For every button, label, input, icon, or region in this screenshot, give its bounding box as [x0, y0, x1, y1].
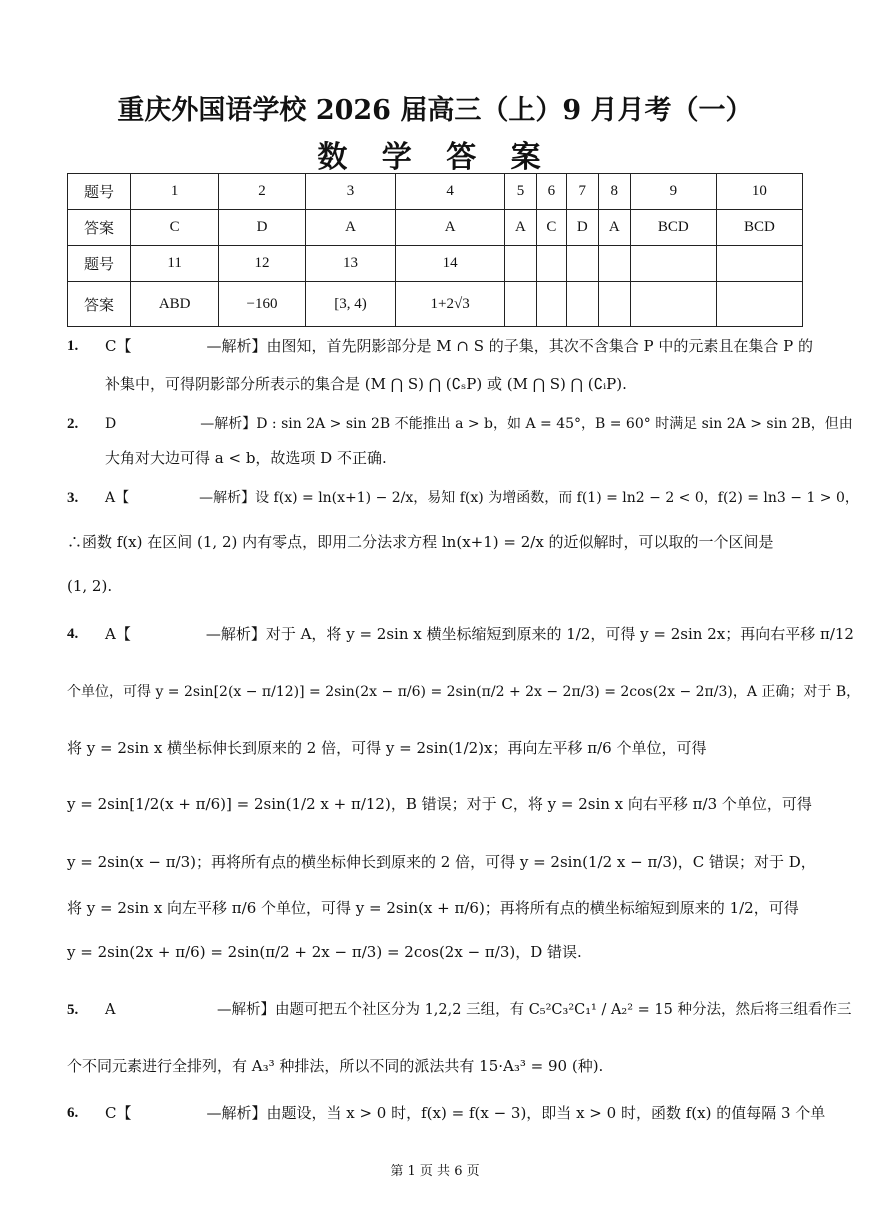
table-cell: C — [131, 210, 219, 246]
table-cell — [504, 246, 536, 282]
table-cell — [598, 246, 630, 282]
table-cell — [566, 246, 598, 282]
solution-number: 2. — [67, 416, 79, 432]
table-cell: 1 — [131, 174, 219, 210]
solution-line: 将 y = 2sin x 向左平移 π/6 个单位，可得 y = 2sin(x + π/6)；再将所有点的横坐标缩短到原来的 1/2，可得 — [67, 899, 799, 917]
table-cell: ABD — [131, 282, 219, 327]
solution-line: ∴函数 f(x) 在区间 (1, 2) 内有零点，即用二分法求方程 ln(x+1) = 2/x 的近似解时，可以取的一个区间是 — [67, 533, 774, 551]
table-cell: A — [396, 210, 505, 246]
solution-line: C【 —解析】由图知，首先阴影部分是 M ∩ S 的子集，其次不含集合 P 中的元素且在集合 P 的 — [105, 337, 814, 355]
table-cell — [598, 282, 630, 327]
solution-number: 4. — [67, 626, 79, 642]
table-cell — [536, 246, 566, 282]
solution-line: y = 2sin(x − π/3)；再将所有点的横坐标伸长到原来的 2 倍，可得 y = 2sin(1/2 x − π/3)，C 错误；对于 D， — [67, 853, 816, 871]
answer-table — [67, 173, 803, 327]
page-subtitle: 数 学 答 案 — [317, 140, 553, 175]
table-cell — [716, 246, 802, 282]
table-cell — [536, 282, 566, 327]
table-cell — [630, 282, 716, 327]
table-cell: A — [504, 210, 536, 246]
table-row-numbers-1 — [68, 174, 803, 210]
table-cell: 10 — [716, 174, 802, 210]
table-cell: D — [219, 210, 305, 246]
solution-line: y = 2sin(2x + π/6) = 2sin(π/2 + 2x − π/3) = 2cos(2x − π/3)，D 错误. — [67, 943, 582, 961]
table-cell: BCD — [716, 210, 802, 246]
table-cell: C — [536, 210, 566, 246]
table-cell: 8 — [598, 174, 630, 210]
row-label: 答案 — [68, 210, 131, 246]
row-label: 题号 — [68, 174, 131, 210]
solution-number: 3. — [67, 490, 79, 506]
solution-line: A【 —解析】对于 A，将 y = 2sin x 横坐标缩短到原来的 1/2，可得 y = 2sin 2x；再向右平移 π/12 — [105, 625, 854, 643]
table-cell: −160 — [219, 282, 305, 327]
table-cell: BCD — [630, 210, 716, 246]
solution-line: 大角对大边可得 a < b，故选项 D 不正确. — [105, 449, 387, 467]
table-cell: A — [598, 210, 630, 246]
table-cell — [566, 282, 598, 327]
solution-line: 补集中，可得阴影部分所表示的集合是 (M ⋂ S) ⋂ (∁ₛP) 或 (M ⋂ S) ⋂ (∁ᵢP). — [105, 375, 627, 393]
table-cell: 3 — [305, 174, 396, 210]
table-cell: 9 — [630, 174, 716, 210]
table-row-answers-1 — [68, 210, 803, 246]
table-cell: A — [305, 210, 396, 246]
table-cell: 12 — [219, 246, 305, 282]
solution-number: 5. — [67, 1002, 79, 1018]
solution-line: 个不同元素进行全排列，有 A₃³ 种排法，所以不同的派法共有 15·A₃³ = 90 (种). — [67, 1057, 604, 1075]
table-row-answers-2 — [68, 282, 803, 327]
table-row-numbers-2 — [68, 246, 803, 282]
page-title: 重庆外国语学校 2026 届高三（上）9 月月考（一） — [117, 95, 753, 126]
solution-line: D —解析】D : sin 2A > sin 2B 不能推出 a > b，如 A = 45°，B = 60° 时满足 sin 2A > sin 2B，但由 — [105, 416, 853, 432]
table-cell — [630, 246, 716, 282]
table-cell: 1+2√3 — [396, 282, 505, 327]
table-cell — [504, 282, 536, 327]
table-cell: 4 — [396, 174, 505, 210]
row-label: 题号 — [68, 246, 131, 282]
solution-line: 个单位，可得 y = 2sin[2(x − π/12)] = 2sin(2x − π/6) = 2sin(π/2 + 2x − 2π/3) = 2cos(2x − 2π/3)，A 正确；对于 B， — [67, 684, 861, 700]
solution-number: 6. — [67, 1105, 79, 1121]
table-cell: 2 — [219, 174, 305, 210]
table-cell: 6 — [536, 174, 566, 210]
solution-line: A —解析】由题可把五个社区分为 1,2,2 三组，有 C₅²C₃²C₁¹ / A₂² = 15 种分法，然后将三组看作三 — [105, 1002, 852, 1018]
solution-line: A【 —解析】设 f(x) = ln(x+1) − 2/x，易知 f(x) 为增函数，而 f(1) = ln2 − 2 < 0，f(2) = ln3 − 1 > 0， — [105, 490, 859, 506]
table-cell: 11 — [131, 246, 219, 282]
table-cell: 13 — [305, 246, 396, 282]
table-cell — [716, 282, 802, 327]
solution-number: 1. — [67, 338, 79, 354]
solution-line: 将 y = 2sin x 横坐标伸长到原来的 2 倍，可得 y = 2sin(1/2)x；再向左平移 π/6 个单位，可得 — [67, 739, 707, 757]
table-cell: [3, 4) — [305, 282, 396, 327]
table-cell: 14 — [396, 246, 505, 282]
solution-line: C【 —解析】由题设，当 x > 0 时，f(x) = f(x − 3)，即当 x > 0 时，函数 f(x) 的值每隔 3 个单 — [105, 1104, 826, 1122]
table-cell: D — [566, 210, 598, 246]
table-cell: 5 — [504, 174, 536, 210]
page-footer: 第 1 页 共 6 页 — [390, 1164, 480, 1179]
row-label: 答案 — [68, 282, 131, 327]
solution-line: (1, 2). — [67, 577, 113, 595]
solution-line: y = 2sin[1/2(x + π/6)] = 2sin(1/2 x + π/12)，B 错误；对于 C，将 y = 2sin x 向右平移 π/3 个单位，可得 — [67, 795, 812, 813]
table-cell: 7 — [566, 174, 598, 210]
